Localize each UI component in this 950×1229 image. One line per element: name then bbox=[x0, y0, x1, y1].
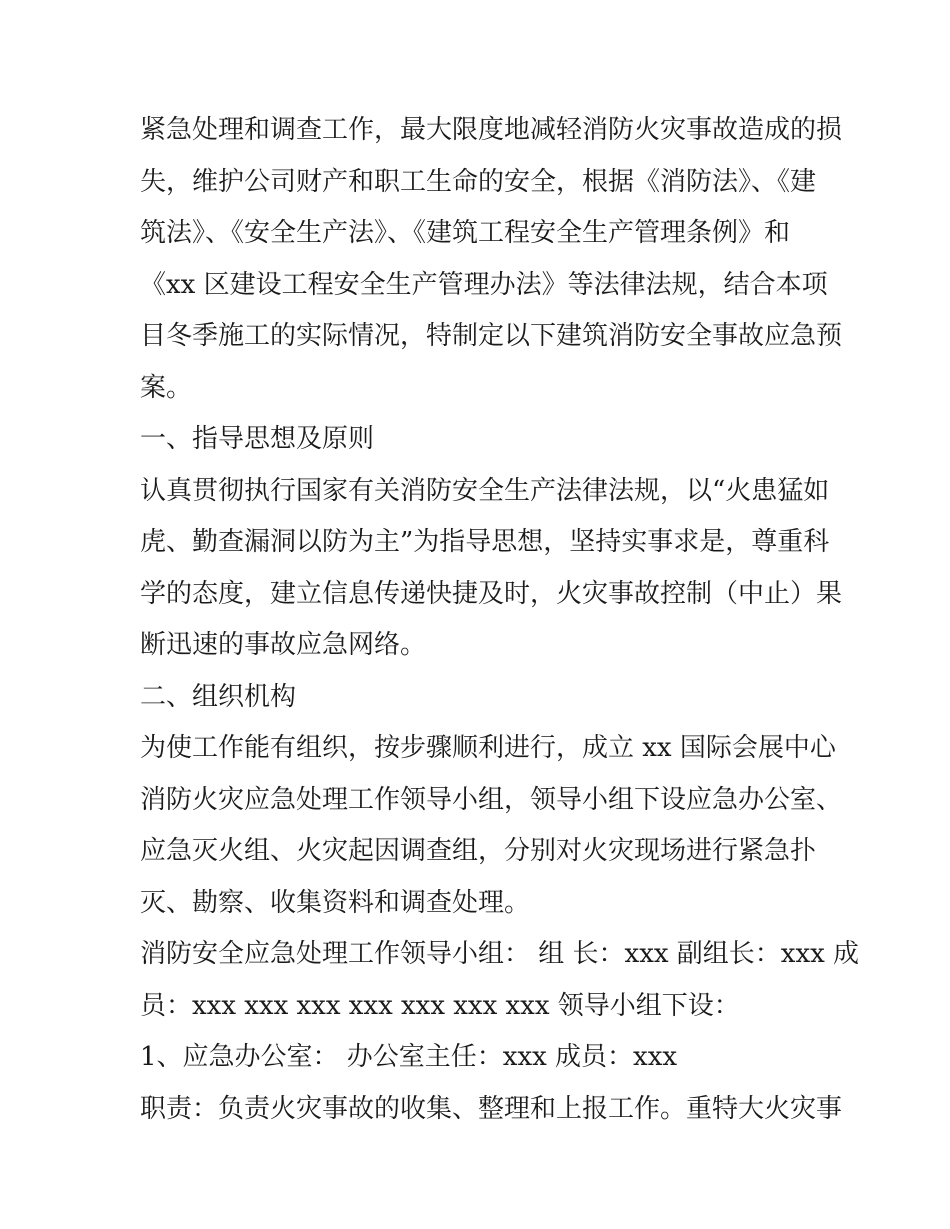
document-body bbox=[140, 105, 860, 1135]
text-line: 紧急处理和调查工作，最大限度地减轻消防火灾事故造成的损 bbox=[140, 115, 843, 145]
text-line: 应急灭火组、火灾起因调查组，分别对火灾现场进行紧急扑 bbox=[140, 836, 817, 866]
text-line: 案。 bbox=[140, 372, 193, 403]
text-line: 员：xxx xxx xxx xxx xxx xxx xxx 领导小组下设： bbox=[140, 990, 740, 1021]
text-line: 1、应急办公室： 办公室主任：xxx 成员：xxx bbox=[140, 1042, 678, 1072]
text-line: 为使工作能有组织，按步骤顺利进行，成立 xx 国际会展中心 bbox=[140, 733, 836, 763]
text-line: 虎、勤查漏洞以防为主”为指导思想，坚持实事求是，尊重科 bbox=[140, 527, 830, 557]
text-line: 灭、勘察、收集资料和调查处理。 bbox=[140, 887, 531, 918]
text-line: 消防火灾应急处理工作领导小组，领导小组下设应急办公室、 bbox=[140, 784, 843, 815]
section-heading: 一、指导思想及原则 bbox=[140, 424, 375, 454]
text-line: 失，维护公司财产和职工生命的安全，根据《消防法》、《建 bbox=[140, 166, 817, 197]
text-line: 目冬季施工的实际情况，特制定以下建筑消防安全事故应急预 bbox=[140, 321, 843, 351]
text-line: 《xx 区建设工程安全生产管理办法》等法律法规，结合本项 bbox=[140, 269, 828, 300]
text-line: 认真贯彻执行国家有关消防安全生产法律法规，以“火患猛如 bbox=[140, 475, 830, 506]
text-line: 消防安全应急处理工作领导小组： 组 长：xxx 副组长：xxx 成 bbox=[140, 939, 860, 969]
text-line: 筑法》、《安全生产法》、《建筑工程安全生产管理条例》和 bbox=[140, 218, 791, 248]
section-heading: 二、组织机构 bbox=[140, 681, 297, 712]
text-line: 断迅速的事故应急网络。 bbox=[140, 630, 427, 660]
text-line: 学的态度，建立信息传递快捷及时，火灾事故控制（中止）果 bbox=[140, 578, 843, 609]
text-line: 职责：负责火灾事故的收集、整理和上报工作。重特大火灾事 bbox=[140, 1093, 843, 1124]
